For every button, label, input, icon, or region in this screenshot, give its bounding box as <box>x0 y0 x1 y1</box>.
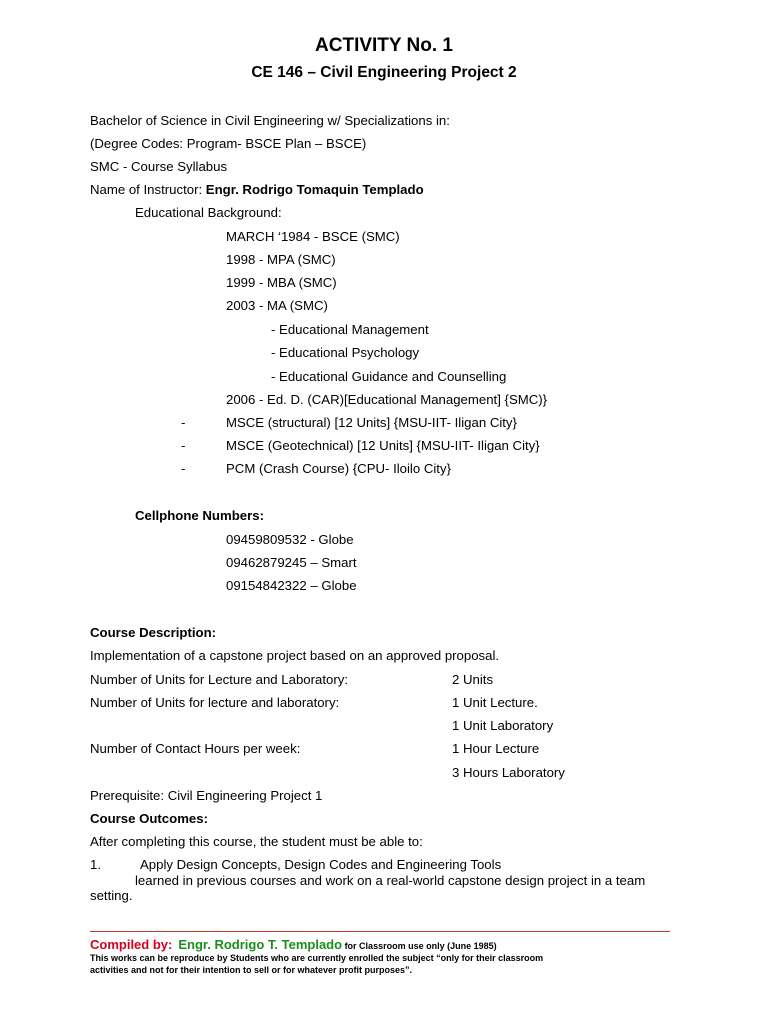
units-value: 1 Hour Lecture <box>452 741 540 756</box>
course-description-label: Course Description: <box>90 625 217 640</box>
education-entry: MARCH ‘1984 - BSCE (SMC) <box>226 229 400 244</box>
compiler-name: Engr. Rodrigo T. Templado <box>178 937 343 952</box>
ma-major: - Educational Psychology <box>271 345 420 360</box>
units-value: 1 Unit Lecture. <box>452 695 538 710</box>
education-entry: 1999 - MBA (SMC) <box>226 275 337 290</box>
outcome-text: setting. <box>90 888 133 903</box>
units-value: 3 Hours Laboratory <box>452 765 565 780</box>
outcomes-intro: After completing this course, the student must be able to: <box>90 834 423 849</box>
extra-entry: MSCE (Geotechnical) [12 Units] {MSU-IIT- Iligan City} <box>226 438 540 453</box>
education-entry: 2003 - MA (SMC) <box>226 298 328 313</box>
program-line: Bachelor of Science in Civil Engineering w/ Specializations in: <box>90 113 450 128</box>
footer-divider <box>90 931 670 932</box>
reproduction-notice: activities and not for their intention to sell or for whatever profit purposes”. <box>90 965 413 975</box>
instructor-line <box>90 182 424 198</box>
page-title: ACTIVITY No. 1 <box>315 35 453 56</box>
extra-entry: PCM (Crash Course) {CPU- Iloilo City} <box>226 461 451 476</box>
instructor-label: Name of Instructor: <box>90 182 206 197</box>
course-description: Implementation of a capstone project based on an approved proposal. <box>90 648 500 663</box>
extra-bullet: - <box>181 438 186 453</box>
outcome-text: learned in previous courses and work on a real-world capstone design project in a team <box>135 873 646 888</box>
classroom-note: for Classroom use only (June 1985) <box>342 941 497 951</box>
degree-codes-line: (Degree Codes: Program- BSCE Plan – BSCE) <box>90 136 367 151</box>
ma-major: - Educational Management <box>271 322 429 337</box>
page-subtitle: CE 146 – Civil Engineering Project 2 <box>251 64 517 81</box>
units-label: Number of Units for lecture and laboratory: <box>90 695 340 710</box>
units-label: Number of Contact Hours per week: <box>90 741 301 756</box>
syllabus-line: SMC - Course Syllabus <box>90 159 228 174</box>
course-outcomes-label: Course Outcomes: <box>90 811 208 826</box>
outcome-text: Apply Design Concepts, Design Codes and Engineering Tools <box>140 857 502 872</box>
education-label: Educational Background: <box>135 205 282 220</box>
reproduction-notice: This works can be reproduce by Students who are currently enrolled the subject “only for their classroom <box>90 953 544 963</box>
extra-entry: MSCE (structural) [12 Units] {MSU-IIT- Iligan City} <box>226 415 517 430</box>
prerequisite: Prerequisite: Civil Engineering Project 1 <box>90 788 323 803</box>
units-value: 2 Units <box>452 672 494 687</box>
units-label: Number of Units for Lecture and Laboratory: <box>90 672 349 687</box>
extra-bullet: - <box>181 461 186 476</box>
instructor-name: Engr. Rodrigo Tomaquin Templado <box>205 182 424 197</box>
education-entry: 1998 - MPA (SMC) <box>226 252 336 267</box>
units-value: 1 Unit Laboratory <box>452 718 554 733</box>
compiled-by-label: Compiled by: <box>90 937 173 952</box>
ma-major: - Educational Guidance and Counselling <box>271 369 507 384</box>
phone-number: 09459809532 - Globe <box>226 532 354 547</box>
extra-bullet: - <box>181 415 186 430</box>
phone-number: 09154842322 – Globe <box>226 578 357 593</box>
edd-entry: 2006 - Ed. D. (CAR)[Educational Management] {SMC)} <box>226 392 548 407</box>
outcome-number: 1. <box>90 857 101 872</box>
cellphone-label: Cellphone Numbers: <box>135 508 264 523</box>
phone-number: 09462879245 – Smart <box>226 555 357 570</box>
